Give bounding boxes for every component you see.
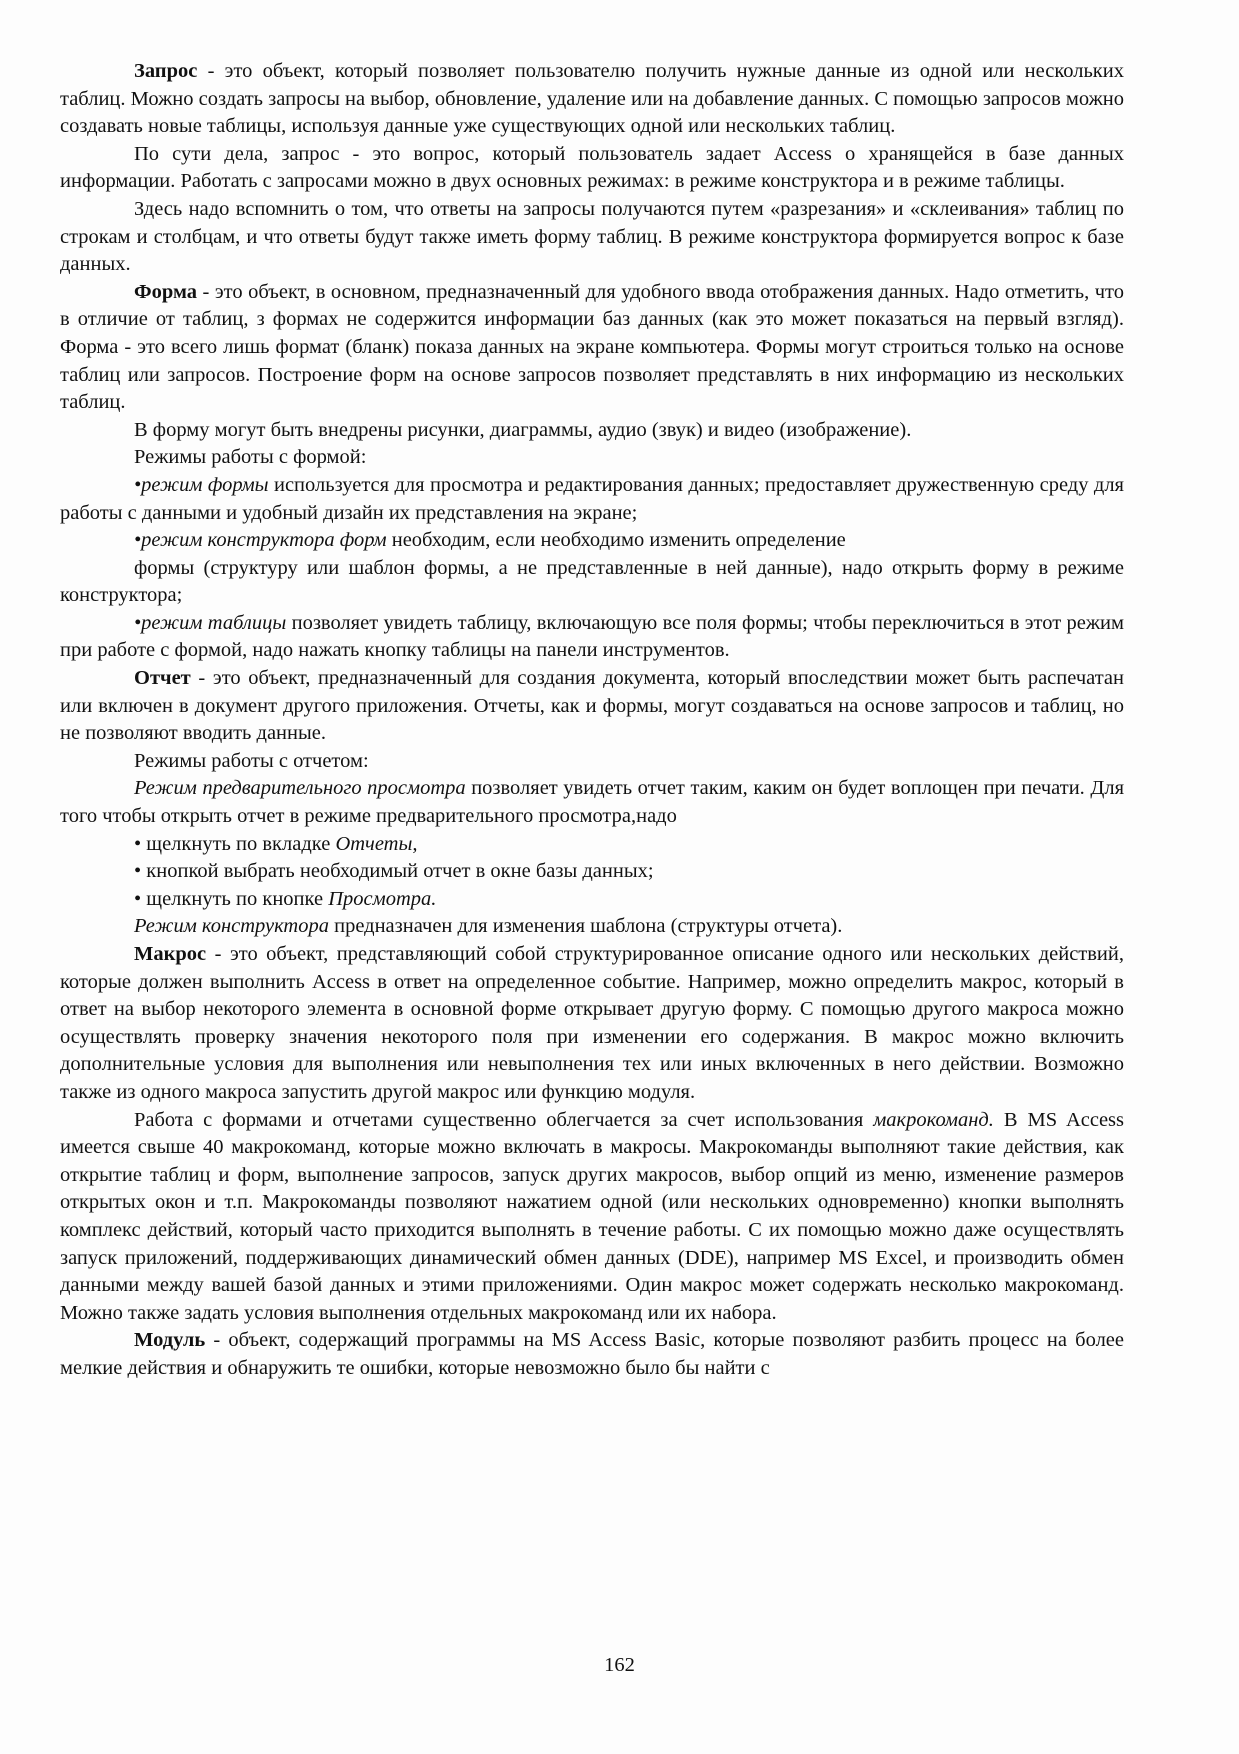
list-item-click-preview-button: • щелкнуть по кнопке Просмотра. xyxy=(134,887,437,910)
paragraph-report: Отчет - это объект, предназначенный для создания документа, который впоследствии может быть распечатан или включен в документ другого приложения. Отчеты, как и формы, могут создаваться на основе запросов и таблиц, но не позволяют вводить данные. xyxy=(60,667,1124,745)
term-query: Запрос xyxy=(134,60,198,82)
term-module: Модуль xyxy=(134,1329,206,1352)
term-form: Форма xyxy=(134,280,198,303)
paragraph-query-essence: По сути дела, запрос - это вопрос, который пользователь задает Access о хранящейся в базе данных информации. Работать с запросами можно в двух основных режимах: в режиме конструктора и в режиме таблицы. xyxy=(60,142,1124,193)
paragraph-module: Модуль - объект, содержащий программы на MS Access Basic, которые позволяют разбить процесс на более мелкие действия и обнаружить те ошибки, которые невозможно было бы найти с xyxy=(60,1329,1124,1379)
page-number: 162 xyxy=(604,1654,635,1676)
term-macro: Макрос xyxy=(134,943,207,965)
bullet-form-designer-mode: •режим конструктора форм необходим, если необходимо изменить определение xyxy=(134,529,846,552)
term-report: Отчет xyxy=(134,667,191,690)
list-item-select-report: • кнопкой выбрать необходимый отчет в окне базы данных; xyxy=(134,860,654,883)
paragraph-query: Запрос - это объект, который позволяет пользователю получить нужные данные из одной или нескольких таблиц. Можно создать запросы на выбор, обновление, удаление или на добавление данных. С помощью запросов можно создавать новые таблицы, используя данные уже существующих одной или нескольких таблиц. xyxy=(60,60,1124,138)
bullet-form-mode: •режим формы используется для просмотра и редактирования данных; предоставляет дружественную среду для работы с данными и удобный дизайн их представления на экране; xyxy=(60,473,1124,524)
bullet-table-mode: •режим таблицы позволяет увидеть таблицу, включающую все поля формы; чтобы переключиться в этот режим при работе с формой, надо нажать кнопку таблицы на панели инструментов. xyxy=(60,611,1124,662)
paragraph-form: Форма - это объект, в основном, предназначенный для удобного ввода отображения данных. Надо отметить, что в отличие от таблиц, з формах не содержится информации баз данных (как это может показаться на первый взгляд). Форма - это всего лишь формат (бланк) показа данных на экране компьютера. Формы могут строиться только на основе таблиц или запросов. Построение форм на основе запросов позволяет представлять в них информацию из нескольких таблиц. xyxy=(60,280,1124,414)
paragraph-designer-mode: Режим конструктора предназначен для изменения шаблона (структуры отчета). xyxy=(134,915,843,938)
list-item-click-reports-tab: • щелкнуть по вкладке Отчеты, xyxy=(134,832,418,855)
paragraph-report-modes-heading: Режимы работы с отчетом: xyxy=(134,749,369,772)
paragraph-form-media: В форму могут быть внедрены рисунки, диаграммы, аудио (звук) и видео (изображение). xyxy=(134,418,912,441)
paragraph-preview-mode: Режим предварительного просмотра позволяет увидеть отчет таким, каким он будет воплощен при печати. Для того чтобы открыть отчет в режиме предварительного просмотра,надо xyxy=(60,777,1124,828)
paragraph-macro-commands: Работа с формами и отчетами существенно облегчается за счет использования макрокоманд. В MS Access имеется свыше 40 макрокоманд, которые можно включать в макросы. Макрокоманды выполняют такие действия, как открытие таблиц и форм, выполнение запросов, запуск других макросов, выбор опций из меню, изменение размеров открытых окон и т.п. Макрокоманды позволяют нажатием одной (или нескольких одновременно) кнопки выполнять комплекс действий, который часто приходится выполнять в течение работы. С их помощью можно даже осуществлять запуск приложений, поддерживающих динамический обмен данных (DDE), например MS Excel, и производить обмен данными между вашей базой данных и этими приложениями. Один макрос может содержать несколько макрокоманд. Можно также задать условия выполнения отдельных макрокоманд или их набора. xyxy=(60,1108,1124,1324)
paragraph-form-modes-heading: Режимы работы с формой: xyxy=(134,446,367,469)
paragraph-query-cutting: Здесь надо вспомнить о том, что ответы на запросы получаются путем «разрезания» и «склеивания» таблиц по строкам и столбцам, и что ответы будут также иметь форму таблиц. В режиме конструктора формируется вопрос к базе данных. xyxy=(60,197,1124,276)
document-body xyxy=(60,58,1124,1383)
paragraph-form-designer-continued: формы (структуру или шаблон формы, а не представленные в ней данные), надо открыть форму в режиме конструктора; xyxy=(60,556,1124,607)
paragraph-macro: Макрос - это объект, представляющий собой структурированное описание одного или нескольких действий, которые должен выполнить Access в ответ на определенное событие. Например, можно определить макрос, который в ответ на выбор некоторого элемента в основной форме открывает другую форму. С помощью другого макроса можно осуществлять проверку значения некоторого поля при изменении его содержания. В макрос можно включить дополнительные условия для выполнения или невыполнения тех или иных включенных в него действии. Возможно также из одного макроса запустить другой макрос или функцию модуля. xyxy=(60,943,1124,1103)
